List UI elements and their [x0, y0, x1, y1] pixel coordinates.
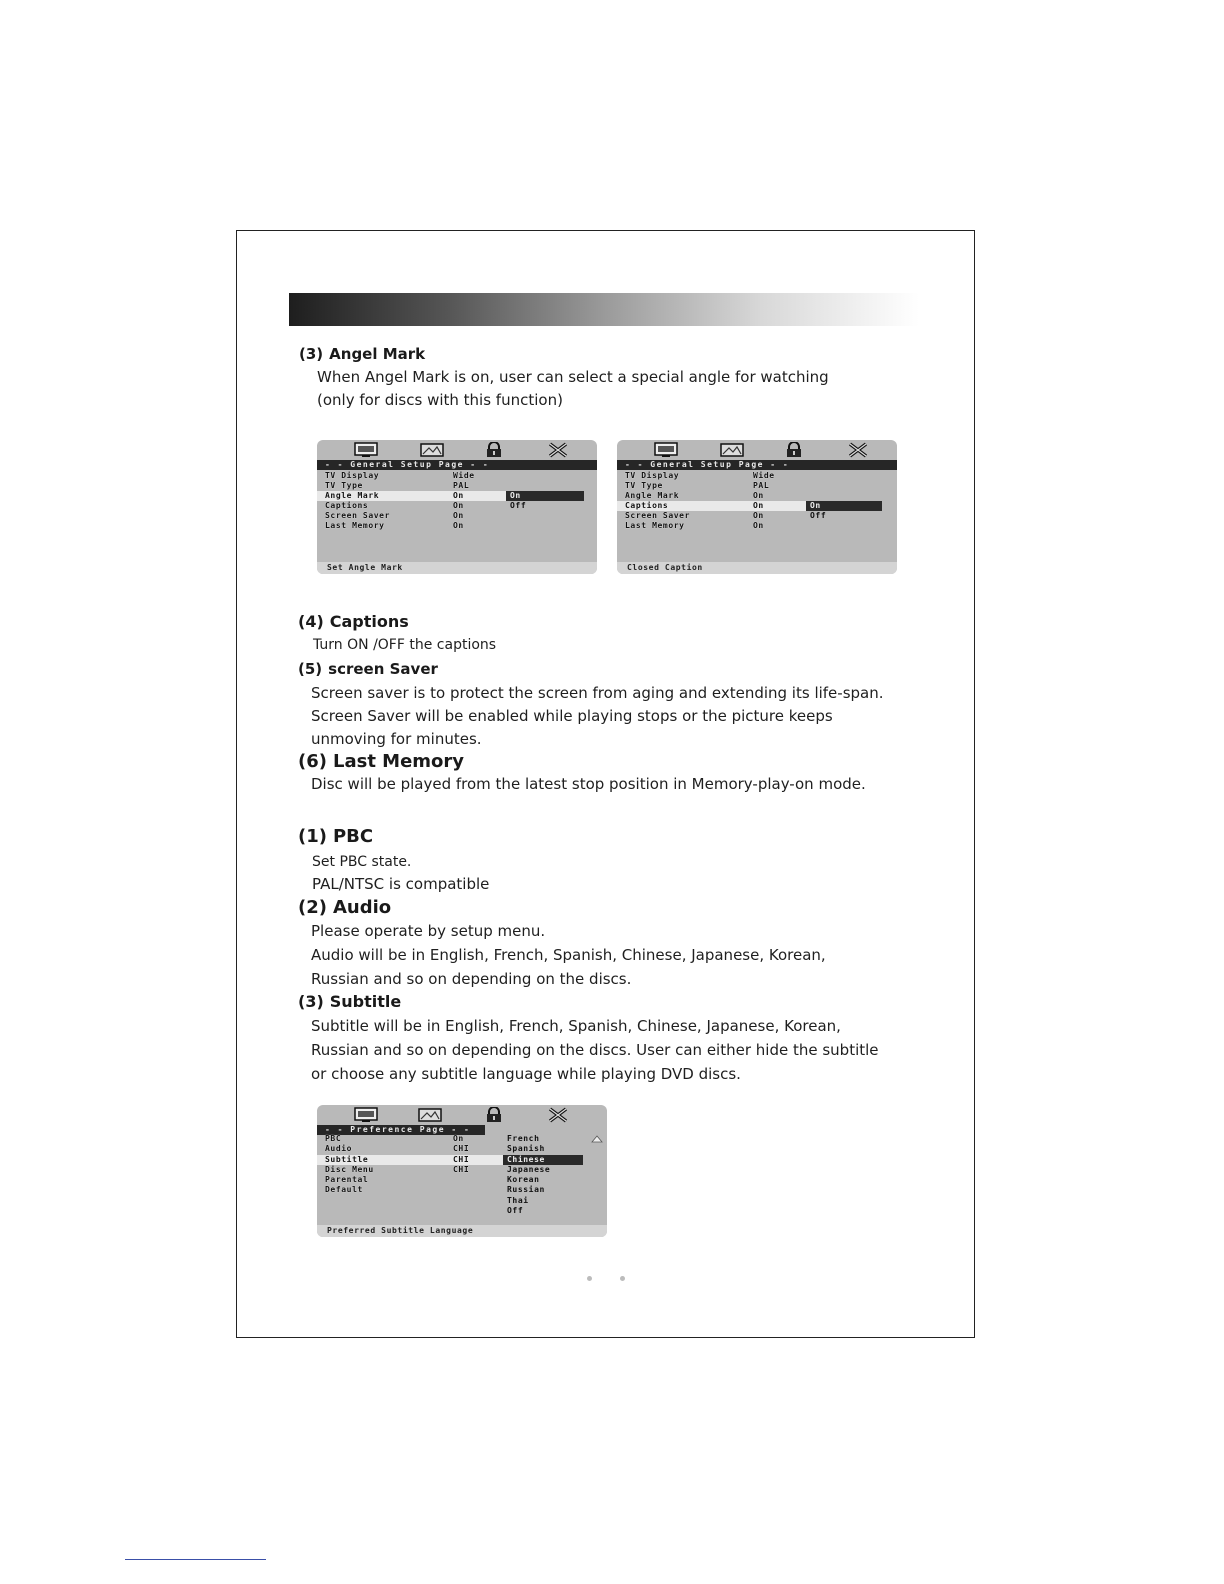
osd-row: TV Display Wide: [325, 471, 475, 480]
osd-option: Russian: [507, 1185, 545, 1194]
osd-row: Last Memory On: [625, 521, 764, 530]
page-dot: [620, 1276, 625, 1281]
captions-heading: (4) Captions: [298, 612, 409, 631]
header-banner: [289, 293, 919, 326]
tv-setup-icon: [653, 442, 679, 458]
osd-option: Off: [507, 1206, 524, 1215]
osd-option-selected: Chinese: [503, 1155, 583, 1165]
osd-option: Japanese: [507, 1165, 551, 1174]
tv-setup-icon: [353, 1107, 379, 1123]
pbc-heading: (1) PBC: [298, 826, 374, 847]
audio-setup-icon: [419, 442, 445, 458]
osd-row: Parental: [325, 1175, 369, 1184]
osd-option: Spanish: [507, 1144, 545, 1153]
osd-row-selected: Captions On: [617, 501, 807, 511]
subtitle-text-2: Russian and so on depending on the discs. User can either hide the subtitle: [311, 1041, 879, 1059]
lock-icon: [483, 442, 505, 458]
osd-row: TV Type PAL: [625, 481, 770, 490]
audio-text-1: Please operate by setup menu.: [311, 922, 546, 940]
subtitle-text-3: or choose any subtitle language while playing DVD discs.: [311, 1065, 741, 1083]
osd-option: Off: [510, 501, 527, 510]
osd-option: Thai: [507, 1196, 529, 1205]
osd-row: Angle Mark On: [625, 491, 764, 500]
angel-mark-heading: (3) Angel Mark: [299, 345, 426, 363]
osd-page-title: - - General Setup Page - -: [617, 460, 897, 470]
page-dot: [587, 1276, 592, 1281]
lock-icon: [483, 1107, 505, 1123]
osd-row: Disc Menu CHI: [325, 1165, 470, 1174]
pbc-text-2: PAL/NTSC is compatible: [312, 875, 490, 893]
screen-saver-heading: (5) screen Saver: [298, 660, 438, 678]
osd-row-selected: Angle Mark On: [317, 491, 507, 501]
exit-icon: [547, 442, 569, 458]
screen-saver-text-3: unmoving for minutes.: [311, 730, 482, 748]
subtitle-text-1: Subtitle will be in English, French, Spanish, Chinese, Japanese, Korean,: [311, 1017, 841, 1035]
osd-icon-bar: [617, 440, 897, 460]
osd-status-bar: Closed Caption: [617, 562, 897, 574]
pbc-text-1: Set PBC state.: [312, 854, 412, 870]
exit-icon: [847, 442, 869, 458]
osd-row: PBC On: [325, 1134, 464, 1143]
osd-row: Default: [325, 1185, 363, 1194]
osd-row: Audio CHI: [325, 1144, 470, 1153]
osd-page-title: - - Preference Page - -: [317, 1125, 485, 1135]
osd-row: Last Memory On: [325, 521, 464, 530]
footer-line: [125, 1559, 266, 1560]
osd-row: TV Display Wide: [625, 471, 775, 480]
angel-mark-text-2: (only for discs with this function): [317, 391, 563, 409]
tv-setup-icon: [353, 442, 379, 458]
audio-setup-icon: [417, 1107, 443, 1123]
osd-status-bar: Set Angle Mark: [317, 562, 597, 574]
audio-heading: (2) Audio: [298, 897, 392, 918]
screen-saver-text-1: Screen saver is to protect the screen from aging and extending its life-span.: [311, 684, 884, 702]
osd-option: Off: [810, 511, 827, 520]
exit-icon: [547, 1107, 569, 1123]
audio-text-2: Audio will be in English, French, Spanish, Chinese, Japanese, Korean,: [311, 946, 826, 964]
osd-row: TV Type PAL: [325, 481, 470, 490]
osd-option: French: [507, 1134, 540, 1143]
scroll-up-arrow-icon: [591, 1135, 603, 1143]
osd-option: Korean: [507, 1175, 540, 1184]
osd-status-bar: Preferred Subtitle Language: [317, 1225, 607, 1237]
screen-saver-text-2: Screen Saver will be enabled while playing stops or the picture keeps: [311, 707, 833, 725]
osd-option-selected: On: [506, 491, 584, 501]
osd-row: Screen Saver On: [625, 511, 764, 520]
osd-angle-mark-screenshot: [317, 440, 597, 574]
osd-page-title: - - General Setup Page - -: [317, 460, 597, 470]
osd-icon-bar: [317, 1105, 607, 1125]
lock-icon: [783, 442, 805, 458]
angel-mark-text-1: When Angel Mark is on, user can select a special angle for watching: [317, 368, 829, 386]
subtitle-heading: (3) Subtitle: [298, 992, 402, 1011]
osd-icon-bar: [317, 440, 597, 460]
osd-captions-screenshot: [617, 440, 897, 574]
audio-text-3: Russian and so on depending on the discs.: [311, 970, 632, 988]
osd-preference-screenshot: [317, 1105, 607, 1237]
osd-row: Captions On: [325, 501, 464, 510]
audio-setup-icon: [719, 442, 745, 458]
osd-row: Screen Saver On: [325, 511, 464, 520]
osd-option-selected: On: [806, 501, 882, 511]
captions-text: Turn ON /OFF the captions: [313, 637, 497, 653]
last-memory-heading: (6) Last Memory: [298, 751, 465, 772]
osd-row-selected: Subtitle CHI: [317, 1155, 503, 1165]
last-memory-text: Disc will be played from the latest stop position in Memory-play-on mode.: [311, 775, 866, 793]
